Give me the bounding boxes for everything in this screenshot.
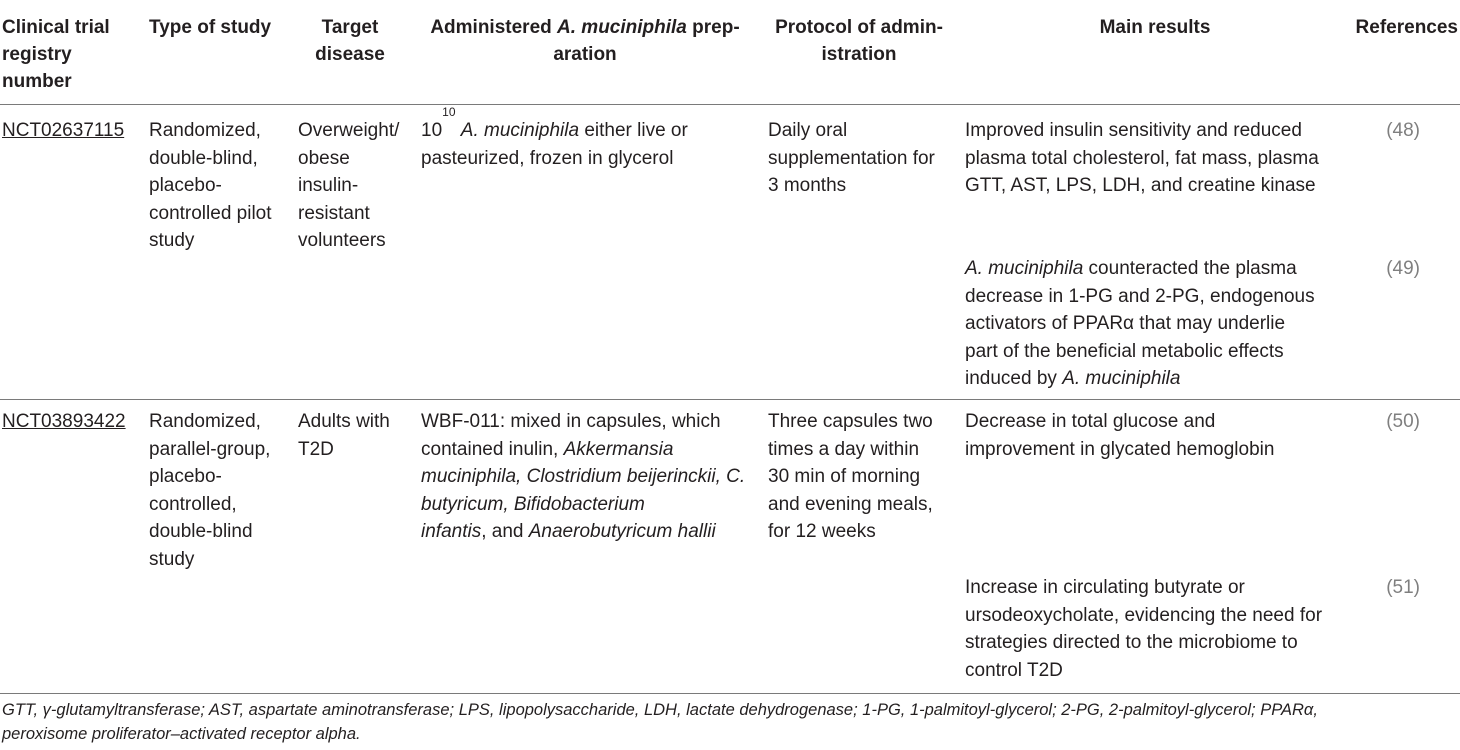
table-bottom-divider — [0, 693, 1460, 694]
study-type-line: Randomized, — [149, 120, 261, 141]
registry-number[interactable]: NCT02637115 — [2, 120, 125, 141]
dose-exponent: 10 — [442, 105, 456, 119]
main-result-cell — [965, 255, 1315, 393]
protocol-line: 30 min of morning — [768, 466, 921, 487]
preparation-line — [421, 436, 745, 464]
target-disease-cell — [298, 408, 390, 463]
species-name: Akkermansia — [563, 438, 674, 460]
protocol-cell — [768, 408, 933, 546]
species-name: Anaerobutyricum hallii — [528, 521, 716, 542]
result-line: strategies directed to the microbiome to — [965, 632, 1298, 653]
header-target-line: disease — [315, 44, 385, 65]
protocol-line: Daily oral — [768, 120, 848, 141]
protocol-line: and evening meals, — [768, 493, 933, 515]
header-registry-line: number — [2, 71, 72, 92]
header-target-disease — [300, 14, 400, 68]
header-protocol-line: istration — [821, 44, 897, 65]
header-registry — [2, 14, 110, 95]
preparation-line: pasteurized, frozen in glycerol — [421, 147, 674, 169]
protocol-cell — [768, 117, 935, 200]
header-target-line: Target — [321, 17, 379, 38]
footnote-line: GTT, γ-glutamyltransferase; AST, aspartate aminotransferase; LPS, lipopolysaccharide, LDH, lactate dehydrogenase; 1-PG, 1-palmitoyl-glycerol; 2-PG, 2-palmitoyl-glycerol; PPARα, — [2, 701, 1318, 719]
protocol-line: times a day within — [768, 438, 920, 460]
reference-link[interactable]: (50) — [1386, 411, 1420, 432]
study-type-line: double-blind, — [149, 147, 258, 169]
study-type-line: controlled, — [149, 493, 237, 515]
study-type-line: parallel-group, — [149, 438, 271, 460]
header-prep-text: prep- — [686, 17, 740, 38]
result-line: ursodeoxycholate, evidencing the need for — [965, 604, 1323, 626]
result-line: activators of PPARα that may underlie — [965, 313, 1286, 334]
result-line: part of the beneficial metabolic effects — [965, 340, 1284, 362]
reference-link[interactable]: (49) — [1386, 258, 1420, 279]
header-protocol-line: Protocol of admin- — [775, 17, 943, 38]
header-prep-text: Administered — [430, 17, 558, 38]
preparation-text: , and — [481, 521, 529, 542]
dose-base: 10 — [421, 120, 443, 141]
preparation-line: WBF-011: mixed in capsules, which — [421, 411, 721, 432]
header-preparation-line: aration — [553, 44, 617, 65]
target-line: resistant — [298, 202, 370, 224]
result-line: improvement in glycated hemoglobin — [965, 438, 1275, 460]
species-name: A. muciniphila — [1062, 368, 1181, 389]
study-type-line: placebo- — [149, 466, 222, 487]
species-name: A. muciniphila — [460, 120, 580, 141]
target-line: Adults with — [298, 411, 390, 432]
preparation-cell — [421, 408, 745, 546]
header-protocol — [764, 14, 954, 68]
header-study-type: Type of study — [149, 17, 272, 38]
target-disease-cell — [298, 117, 399, 255]
study-type-cell — [149, 408, 270, 573]
header-divider — [0, 104, 1460, 105]
header-main-results: Main results — [1099, 17, 1211, 38]
species-name: A. muciniphila — [965, 258, 1084, 279]
header-prep-species: A. muciniphila — [557, 17, 687, 38]
result-line: plasma total cholesterol, fat mass, plasma — [965, 147, 1319, 169]
target-line: obese — [298, 147, 350, 169]
protocol-line: supplementation for — [768, 147, 935, 169]
protocol-line: Three capsules two — [768, 411, 933, 432]
result-line: control T2D — [965, 659, 1063, 681]
target-line: T2D — [298, 438, 334, 460]
preparation-text: contained inulin, — [421, 438, 564, 460]
study-type-line: study — [149, 548, 195, 570]
reference-link[interactable]: (51) — [1386, 577, 1420, 598]
protocol-line: 3 months — [768, 175, 847, 196]
species-name: infantis — [421, 521, 482, 542]
study-type-line: Randomized, — [149, 411, 261, 432]
result-text: counteracted the plasma — [1083, 258, 1297, 279]
target-line: insulin- — [298, 175, 359, 196]
header-registry-line: Clinical trial — [2, 17, 110, 38]
target-line: Overweight/ — [298, 120, 400, 141]
study-type-line: double-blind — [149, 521, 253, 542]
result-line — [965, 365, 1315, 393]
registry-number[interactable]: NCT03893422 — [2, 411, 126, 432]
species-name: muciniphila, Clostridium beijerinckii, C. — [421, 466, 746, 487]
row-divider — [0, 399, 1460, 400]
result-line: Increase in circulating butyrate or — [965, 577, 1245, 598]
result-line: Improved insulin sensitivity and reduced — [965, 120, 1302, 141]
study-type-line: placebo- — [149, 175, 222, 196]
preparation-cell — [421, 105, 688, 172]
result-line: GTT, AST, LPS, LDH, and creatine kinase — [965, 175, 1316, 196]
result-line: Decrease in total glucose and — [965, 411, 1216, 432]
protocol-line: for 12 weeks — [768, 521, 876, 542]
header-references: References — [1355, 17, 1458, 38]
reference-link[interactable]: (48) — [1386, 120, 1420, 141]
study-type-cell — [149, 117, 272, 255]
header-preparation — [410, 14, 760, 68]
preparation-line — [421, 518, 745, 546]
main-result-cell — [965, 117, 1319, 200]
preparation-line — [421, 491, 745, 519]
table-footnote — [2, 698, 1318, 746]
target-line: volunteers — [298, 230, 386, 251]
preparation-line — [421, 463, 745, 491]
result-line: decrease in 1-PG and 2-PG, endogenous — [965, 285, 1315, 307]
header-registry-line: registry — [2, 44, 72, 65]
preparation-text: either live or — [579, 120, 688, 141]
species-name: butyricum, Bifidobacterium — [421, 493, 645, 515]
header-preparation-line — [410, 14, 760, 41]
main-result-cell — [965, 574, 1322, 684]
study-type-line: study — [149, 230, 195, 251]
study-type-line: controlled pilot — [149, 202, 272, 224]
preparation-line — [421, 105, 688, 145]
result-line — [965, 255, 1315, 283]
footnote-line: peroxisome proliferator–activated receptor alpha. — [2, 725, 361, 743]
main-result-cell — [965, 408, 1274, 463]
result-text: induced by — [965, 368, 1063, 389]
